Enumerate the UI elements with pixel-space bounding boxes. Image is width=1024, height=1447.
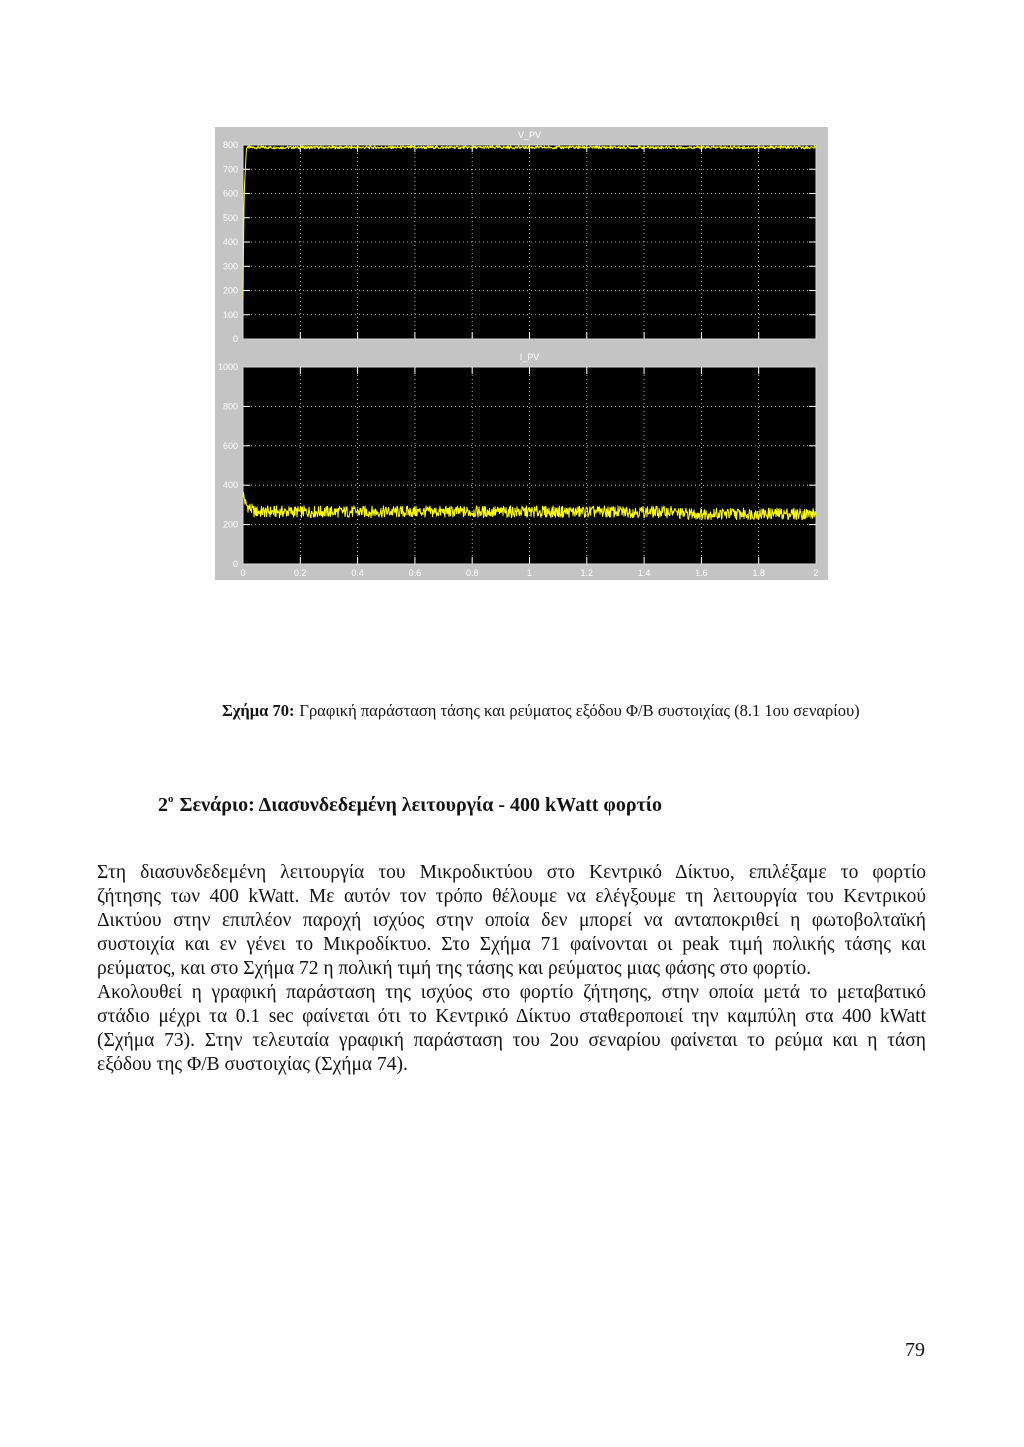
v-pv-y-tick-label: 500 — [222, 212, 238, 223]
i-pv-x-tick-label: 1.8 — [752, 568, 765, 578]
i-pv-x-tick-label: 1.2 — [580, 568, 594, 578]
paragraph — [97, 861, 926, 981]
v-pv-y-tick-label: 200 — [222, 285, 238, 296]
v-pv-scope — [223, 130, 816, 344]
i-pv-x-tick-label: 1.6 — [695, 568, 708, 578]
i-pv-x-tick-label: 0.4 — [351, 568, 364, 578]
i-pv-y-tick-label: 0 — [232, 559, 238, 569]
paragraph-line: εξόδου της Φ/Β συστοιχίας (Σχήμα 74). — [97, 1054, 408, 1075]
paragraph-line: ρεύματος, και στο Σχήμα 72 η πολική τιμή της τάσης και ρεύματος μιας φάσης στο φορτίο. — [97, 958, 812, 979]
paragraph-line: στάδιο μέχρι τα 0.1 sec φαίνεται ότι το Κεντρικό Δίκτυο σταθεροποιεί την καμπύλη στα 400 kWatt — [97, 1006, 926, 1027]
section-heading-number: 2 — [158, 794, 168, 816]
i-pv-y-tick-label: 1000 — [217, 362, 238, 372]
i-pv-x-tick-label: 1.4 — [637, 568, 651, 578]
section-heading-text: Σενάριο: Διασυνδεδεμένη λειτουργία - 400 kWatt φορτίο — [179, 794, 662, 816]
i-pv-title: I_PV — [519, 352, 540, 362]
i-pv-y-tick-label: 400 — [222, 480, 238, 491]
i-pv-x-tick-label: 0.6 — [408, 568, 422, 578]
i-pv-y-tick-label: 200 — [222, 519, 238, 530]
v-pv-y-tick-label: 0 — [232, 334, 238, 344]
v-pv-title: V_PV — [517, 130, 542, 140]
v-pv-y-tick-label: 300 — [222, 261, 238, 272]
paragraph-line: (Σχήμα 73). Στην τελευταία γραφική παράσταση του 2ου σεναρίου φαίνεται το ρεύμα και η τάση — [97, 1030, 926, 1051]
section-heading-ordinal: ο — [168, 793, 174, 805]
figure-caption — [222, 701, 860, 721]
section-heading — [158, 793, 662, 817]
paragraph-line: συστοιχία και εν γένει το Μικροδίκτυο. Στο Σχήμα 71 φαίνονται οι peak τιμή πολικής τάσης και — [97, 934, 926, 955]
v-pv-y-tick-label: 600 — [222, 188, 238, 199]
i-pv-x-tick-label: 1 — [526, 568, 533, 578]
v-pv-y-tick-label: 800 — [222, 140, 238, 150]
i-pv-x-tick-label: 0.2 — [294, 568, 307, 578]
i-pv-x-tick-label: 2 — [813, 568, 819, 578]
paragraph-line: Στη διασυνδεδεμένη λειτουργία του Μικροδικτύου στο Κεντρικό Δίκτυο, επιλέξαμε το φορτίο — [97, 862, 926, 883]
paragraph-line: ζήτησης των 400 kWatt. Με αυτόν τον τρόπο θέλουμε να ελέγξουμε τη λειτουργία του Κεντρικού — [97, 886, 926, 907]
figure-caption-text: Γραφική παράσταση τάσης και ρεύματος εξόδου Φ/Β συστοιχίας (8.1 1ου σεναρίου) — [299, 701, 860, 720]
body-text — [97, 861, 926, 1077]
paragraph-line: Ακολουθεί η γραφική παράσταση της ισχύος στο φορτίο ζήτησης, στην οποία μετά το μεταβατικό — [97, 982, 926, 1003]
page-number: 79 — [905, 1339, 925, 1361]
figure-caption-label: Σχήμα 70: — [222, 701, 295, 720]
paragraph — [97, 981, 926, 1077]
i-pv-y-tick-label: 600 — [222, 440, 238, 451]
i-pv-x-tick-label: 0 — [240, 568, 246, 578]
i-pv-plot-area — [243, 367, 816, 564]
paragraph-line: Δικτύου στην επιπλέον παροχή ισχύος στην οποία δεν μπορεί να ανταποκριθεί η φωτοβολταϊκή — [97, 910, 926, 931]
i-pv-x-tick-label: 0.8 — [465, 568, 479, 578]
v-pv-y-tick-label: 100 — [222, 309, 238, 320]
v-pv-y-tick-label: 400 — [222, 237, 238, 247]
i-pv-scope — [218, 352, 819, 578]
i-pv-y-tick-label: 800 — [222, 401, 238, 412]
v-pv-y-tick-label: 700 — [222, 164, 238, 175]
scope-figure — [215, 127, 828, 580]
